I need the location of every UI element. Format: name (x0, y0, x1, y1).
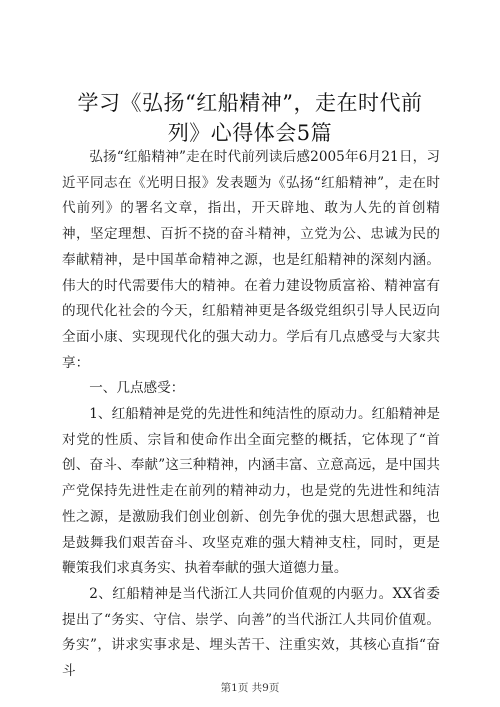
paragraph-intro: 弘扬“红船精神”走在时代前列读后感2005年6月21日，习近平同志在《光明日报》发表题为《弘扬“红船精神”，走在时代前列》的署名文章，指出，开天辟地、敢为人先的首创精神，坚定理想、百折不挠的奋斗精神，立党为公、忠诚为民的奉献精神，是中国革命精神之源，也是红船精神的深刻内涵。伟大的时代需要伟大的精神。在着力建设物质富裕、精神富有的现代化社会的今天，红船精神更是各级党组织引导人民迈向全面小康、实现现代化的强大动力。学后有几点感受与大家共享： (62, 149, 440, 371)
page-number-footer: 第1页 共9页 (220, 682, 280, 694)
document-title: 学习《弘扬“红船精神”，走在时代前列》心得体会5篇 (77, 91, 423, 145)
document-body (62, 145, 440, 685)
paragraph-point-2: 2、红船精神是当代浙江人共同价值观的内驱力。XX省委提出了“务实、守信、崇学、向善”的当代浙江人共同价值观。务实”，讲求实事求是、埋头苦干、注重实效，其核心直指“奋斗 (62, 585, 440, 680)
section-heading: 一、几点感受： (89, 380, 185, 397)
paragraph-point-1: 1、红船精神是党的先进性和纯洁性的原动力。红船精神是对党的性质、宗旨和使命作出全面完整的概括，它体现了“首创、奋斗、奉献”这三种精神，内涵丰富、立意高远，是中国共产党保持先进性走在前列的精神动力，也是党的先进性和纯洁性之源，是激励我们创业创新、创先争优的强大思想武器，也是鼓舞我们艰苦奋斗、攻坚克难的强大精神支柱，同时，更是鞭策我们求真务实、执着奉献的强大道德力量。 (62, 406, 440, 577)
